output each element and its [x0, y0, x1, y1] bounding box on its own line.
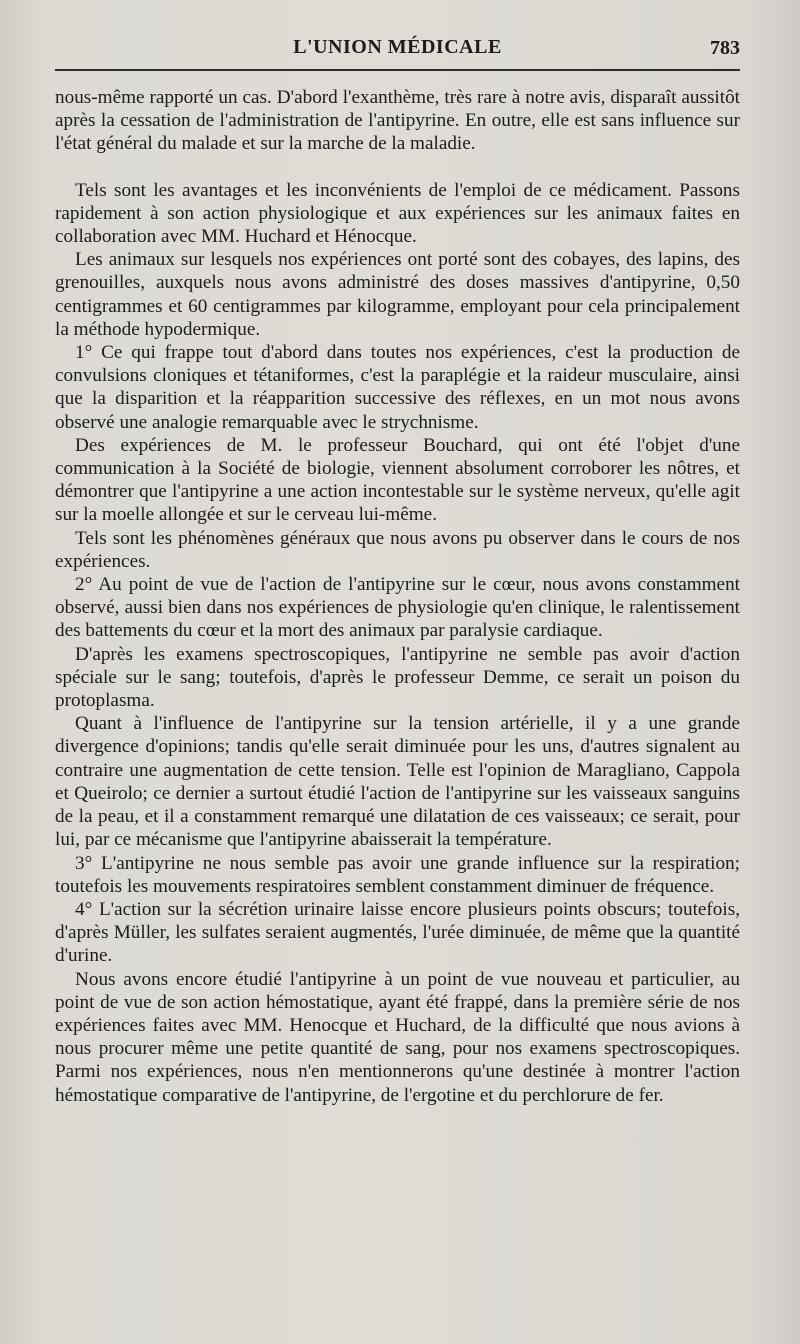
paragraph: 3° L'antipyrine ne nous semble pas avoir une grande influence sur la respiration; toutefois les mouvements respiratoires semblent constamment diminuer de fréquence. [55, 852, 740, 897]
article-body [55, 86, 740, 1107]
paragraph: Tels sont les avantages et les inconvénients de l'emploi de ce médicament. Passons rapidement à son action physiologique et aux expériences sur les animaux faites en collaboration avec MM. Huchard et Hénocque. [55, 179, 740, 248]
header-rule [55, 69, 740, 71]
paragraph: Quant à l'influence de l'antipyrine sur la tension artérielle, il y a une grande divergence d'opinions; tandis qu'elle serait diminuée pour les uns, d'autres signalent au contraire une augmentation de cette tension. Telle est l'opinion de Maragliano, Cappola et Queirolo; ce dernier a surtout étudié l'action de l'antipyrine sur les vaisseaux sanguins de la peau, et il a constamment remarqué une dilatation de ces vaisseaux; ce serait, pour lui, par ce mécanisme que l'antipyrine abaisserait la température. [55, 713, 740, 851]
page-header [55, 36, 740, 64]
page-number: 783 [710, 37, 740, 59]
paragraph: 4° L'action sur la sécrétion urinaire laisse encore plusieurs points obscurs; toutefois, d'après Müller, les sulfates seraient augmentés, l'urée diminuée, de même que la quantité d'urine. [55, 898, 740, 967]
paragraph: D'après les examens spectroscopiques, l'antipyrine ne semble pas avoir d'action spéciale sur le sang; toutefois, d'après le professeur Demme, ce serait un poison du protoplasma. [55, 643, 740, 712]
paragraph: Des expériences de M. le professeur Bouchard, qui ont été l'objet d'une communication à la Société de biologie, viennent absolument corroborer les nôtres, et démontrer que l'antipyrine a une action incontestable sur le système nerveux, qu'elle agit sur la moelle allongée et sur le cerveau lui-même. [55, 434, 740, 526]
paragraph: 1° Ce qui frappe tout d'abord dans toutes nos expériences, c'est la production de convulsions cloniques et tétaniformes, c'est la paraplégie et la raideur musculaire, ainsi que la disparition et la réapparition successive des réflexes, en un mot nous avons observé une analogie remarquable avec le strychnisme. [55, 342, 740, 433]
paragraph: 2° Au point de vue de l'action de l'antipyrine sur le cœur, nous avons constamment observé, aussi bien dans nos expériences de physiologie qu'en clinique, le ralentissement des battements du cœur et la mort des animaux par paralysie cardiaque. [55, 574, 740, 642]
paragraph: Tels sont les phénomènes généraux que nous avons pu observer dans le cours de nos expériences. [55, 527, 740, 572]
running-title: L'UNION MÉDICALE [293, 36, 502, 58]
paragraph: Nous avons encore étudié l'antipyrine à un point de vue nouveau et particulier, au point de vue de son action hémostatique, ayant été frappé, dans la première série de nos expériences faites avec MM. Henocque et Huchard, de la difficulté que nous avions à nous procurer même une petite quantité de sang, pour nos examens spectroscopiques. Parmi nos expériences, nous n'en mentionnerons qu'une destinée à montrer l'action hémostatique comparative de l'antipyrine, de l'ergotine et du perchlorure de fer. [55, 968, 740, 1106]
paragraph: nous-même rapporté un cas. D'abord l'exanthème, très rare à notre avis, disparaît aussitôt après la cessation de l'administration de l'antipyrine. En outre, elle est sans influence sur l'état général du malade et sur la marche de la maladie. [55, 87, 740, 155]
paragraph: Les animaux sur lesquels nos expériences ont porté sont des cobayes, des lapins, des grenouilles, auxquels nous avons administré des doses massives d'antipyrine, 0,50 centigrammes et 60 centigrammes par kilogramme, employant pour cela principalement la méthode hypodermique. [55, 249, 740, 340]
